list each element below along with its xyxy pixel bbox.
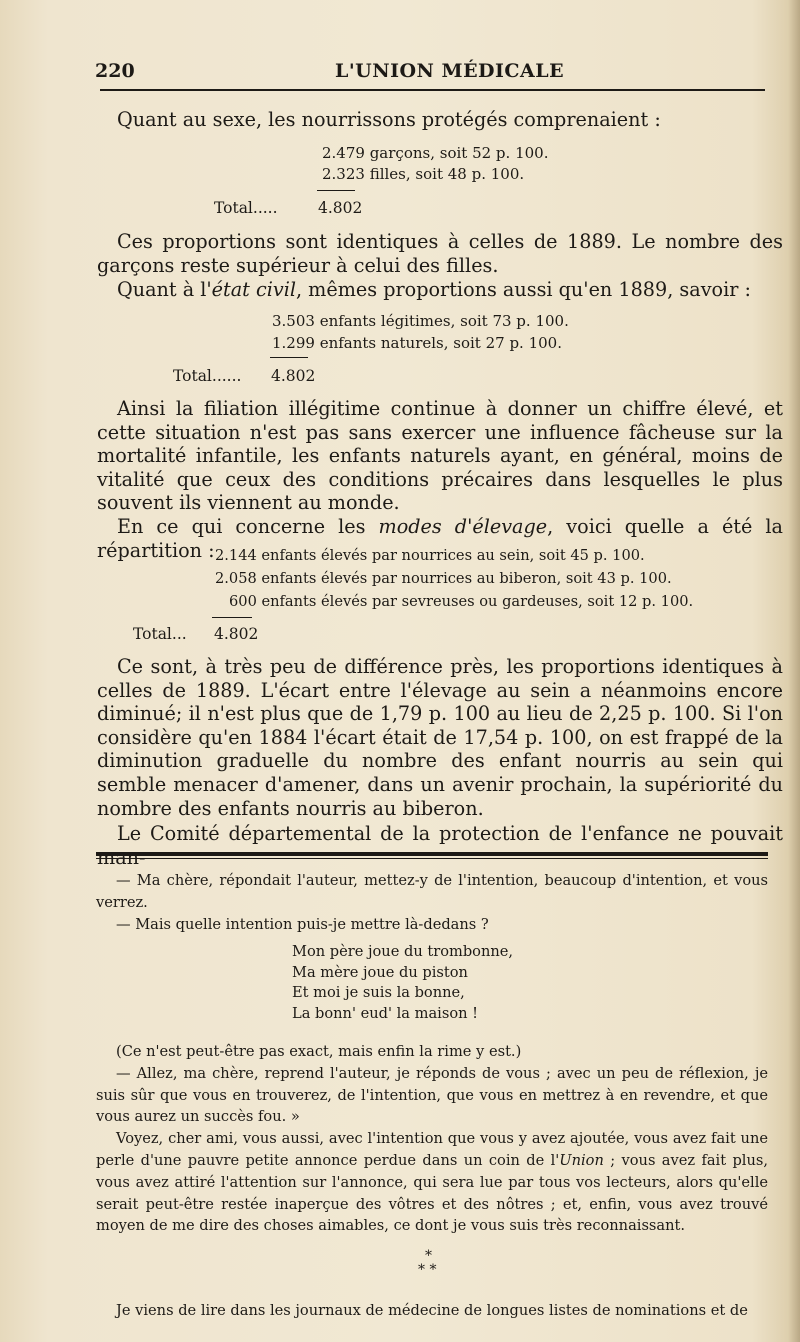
verse <box>292 942 513 1024</box>
verse-line: Ma mère joue du piston <box>292 963 468 981</box>
elevage-total-value: 4.802 <box>214 625 259 643</box>
verse-line: Et moi je suis la bonne, <box>292 984 465 1001</box>
civil-row: 1.299 enfants naturels, soit 27 p. 100. <box>272 334 562 352</box>
verse-line: La bonn' eud' la maison ! <box>292 1004 479 1022</box>
feuilleton-rule <box>96 852 768 856</box>
paragraph-4: Le Comité départemental de la protection de l'enfance ne pouvait <box>117 822 783 845</box>
page-edge-shadow <box>788 0 800 1342</box>
header-rule <box>100 89 765 91</box>
civil-intro: Quant à l'état civil, mêmes proportions aussi qu'en 1889, savoir : <box>117 278 751 301</box>
paragraph-1: Ces proportions sont identiques à celles de 1889. Le nombre des garçons reste supérieur à celui des filles. <box>97 230 783 277</box>
civil-total-value: 4.802 <box>271 367 316 385</box>
sex-total-label: Total..... <box>214 199 278 217</box>
feuilleton-final-line: Je viens de lire dans les journaux de médecine de longues listes de nominations et de <box>116 1302 748 1319</box>
sex-intro: Quant au sexe, les nourrissons protégés comprenaient : <box>117 108 661 131</box>
feuilleton-dialogue: — Ma chère, répondait l'auteur, mettez-y de l'intention, beaucoup d'intention, et vous verrez. — Mais quelle intention puis-je mettre là-dedans ? <box>96 872 768 933</box>
elevage-total-label: Total... <box>133 625 187 643</box>
sex-row: 2.323 filles, soit 48 p. 100. <box>322 165 525 183</box>
page-number: 220 <box>95 60 135 82</box>
elevage-row: 2.058 enfants élevés par nourrices au biberon, soit 43 p. 100. <box>215 570 672 587</box>
asterism-top: * <box>425 1248 432 1264</box>
sex-total-value: 4.802 <box>318 199 363 217</box>
paragraph-2: Ainsi la filiation illégitime continue à donner un chiffre élevé, et cette situation n'est pas sans exercer une influence fâcheuse sur la mortalité infantile, les enfants naturels ayant, en général, moins de vitalité que ceux des conditions précaires dans lesquelles le plus souvent ils viennent au monde. <box>97 397 783 515</box>
sum-bar <box>317 190 355 191</box>
civil-row: 3.503 enfants légitimes, soit 73 p. 100. <box>272 312 569 330</box>
feuilleton-rule-thin <box>96 858 768 859</box>
asterism-bottom: * * <box>418 1262 437 1278</box>
verse-line: Mon père joue du trombonne, <box>292 943 514 960</box>
journal-title: L'UNION MÉDICALE <box>335 60 565 82</box>
elevage-row: 2.144 enfants élevés par nourrices au sein, soit 45 p. 100. <box>215 547 645 564</box>
sum-bar <box>270 357 308 358</box>
paragraph-3: Ce sont, à très peu de différence près, les proportions identiques à celles de 1889. L'écart entre l'élevage au sein a néanmoins encore diminué; il n'est plus que de 1,79 p. 100 au lieu de 2,25 p. 100. Si l'on considère qu'en 1884 l'écart était de 17,54 p. 100, on est frappé de la diminution graduelle du nombre des enfant nourris au sein qui semble menacer d'amener, dans un avenir prochain, la supériorité du nombre des enfants nourris au biberon. <box>97 655 783 820</box>
sum-bar <box>212 617 252 618</box>
elevage-row: 600 enfants élevés par sevreuses ou gardeuses, soit 12 p. 100. <box>229 593 694 610</box>
feuilleton-body: (Ce n'est peut-être pas exact, mais enfin la rime y est.) — Allez, ma chère, reprend l'auteur, je réponds de vous ; avec un peu de réflexion, je suis sûr que vous en trouverez, de l'intention, que vous en mettrez à en revendre, et que vous aurez un succès fou. » Voyez, cher ami, vous aussi, avec l'intention que vous y avez ajoutée, vous avez fait une perle d'une pauvre petite annonce perdue dans un coin de l'Union ; vous avez fait plus, vous avez attiré l'attention sur l'annonce, qui sera lue par tous vos lecteurs, alors qu'elle serait peut-être restée inaperçue des vôtres et des nôtres ; et, enfin, vous avez trouvé moyen de me dire des choses aimables, ce dont je vous suis très reconnaissant. <box>96 1043 768 1235</box>
civil-total-label: Total...... <box>173 367 242 385</box>
elevage-intro: En ce qui concerne les modes d'élevage, voici quelle a été la répartition : <box>97 515 784 562</box>
sex-row: 2.479 garçons, soit 52 p. 100. <box>322 144 549 162</box>
